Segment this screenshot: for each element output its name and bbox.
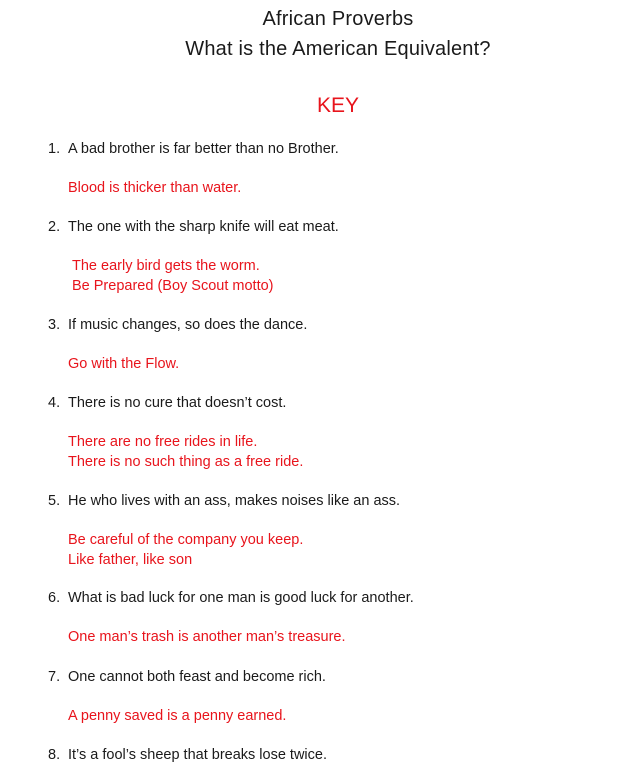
proverb: A bad brother is far better than no Brother.: [68, 141, 339, 157]
item-number: 1.: [48, 141, 61, 157]
item-number: 6.: [48, 590, 61, 606]
proverb: One cannot both feast and become rich.: [68, 669, 326, 685]
answer: One man’s trash is another man’s treasure.: [68, 629, 346, 645]
proverb-item-1: [48, 139, 608, 198]
answer: Be careful of the company you keep.: [68, 532, 304, 548]
proverb-text: [48, 393, 608, 413]
answer-list: [48, 530, 608, 570]
item-number: 5.: [48, 493, 61, 509]
proverb: It’s a fool’s sheep that breaks lose twice.: [68, 747, 327, 763]
answer-list: [48, 706, 608, 726]
item-number: 3.: [48, 317, 61, 333]
answer: Like father, like son: [68, 552, 193, 568]
proverb-text: [48, 217, 608, 237]
proverb: If music changes, so does the dance.: [68, 317, 308, 333]
proverb-text: [48, 745, 608, 765]
answer-list: [48, 627, 608, 647]
proverb-item-4: [48, 393, 608, 472]
answer: Be Prepared (Boy Scout motto): [72, 278, 274, 294]
answer: Go with the Flow.: [68, 356, 180, 372]
proverb-item-8: [48, 745, 608, 765]
proverb: He who lives with an ass, makes noises like an ass.: [68, 493, 401, 509]
item-number: 8.: [48, 747, 61, 763]
key-heading: KEY: [316, 94, 360, 117]
answer: There is no such thing as a free ride.: [68, 454, 304, 470]
item-number: 4.: [48, 395, 61, 411]
proverb-text: [48, 315, 608, 335]
proverb: The one with the sharp knife will eat meat.: [68, 219, 339, 235]
document-title: [0, 4, 620, 64]
title-line-2: What is the American Equivalent?: [185, 38, 491, 60]
proverb-text: [48, 667, 608, 687]
answer: Blood is thicker than water.: [68, 180, 242, 196]
proverb: There is no cure that doesn’t cost.: [68, 395, 287, 411]
proverb-item-3: [48, 315, 608, 374]
proverb-item-2: [48, 217, 608, 296]
proverb-text: [48, 588, 608, 608]
proverb-item-5: [48, 491, 608, 570]
answer-list: [48, 354, 608, 374]
answer-list: [48, 178, 608, 198]
proverb: What is bad luck for one man is good luck for another.: [68, 590, 414, 606]
answer: There are no free rides in life.: [68, 434, 258, 450]
proverb-text: [48, 139, 608, 159]
answer-list: [48, 256, 608, 296]
proverb-item-6: [48, 588, 608, 647]
item-number: 7.: [48, 669, 61, 685]
proverb-item-7: [48, 667, 608, 726]
proverb-text: [48, 491, 608, 511]
answer: The early bird gets the worm.: [72, 258, 260, 274]
item-number: 2.: [48, 219, 61, 235]
title-line-1: African Proverbs: [262, 8, 414, 30]
answer: A penny saved is a penny earned.: [68, 708, 287, 724]
answer-list: [48, 432, 608, 472]
